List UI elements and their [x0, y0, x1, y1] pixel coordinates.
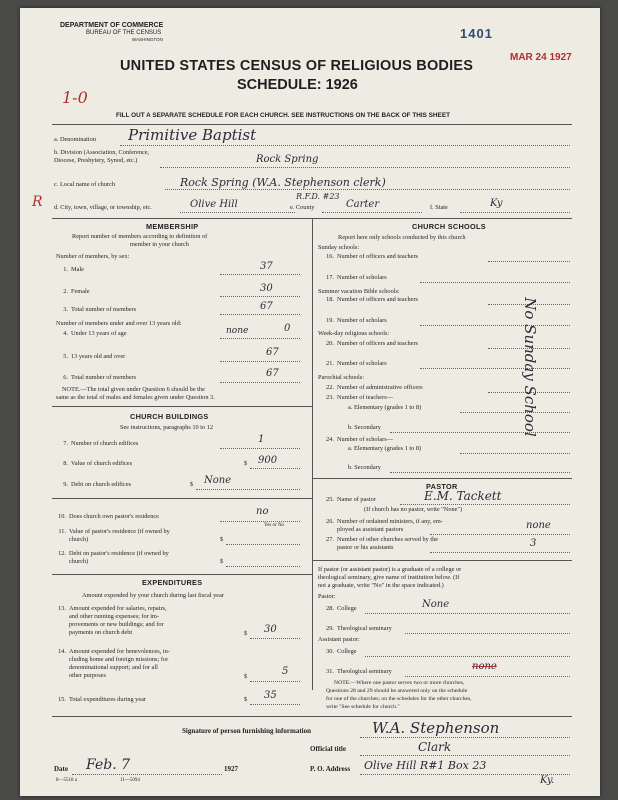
church-name-value: Rock Spring (W.A. Stephenson clerk): [180, 176, 386, 189]
schools-title: CHURCH SCHOOLS: [412, 222, 486, 231]
schools-intro: Report here only schools conducted by this church: [338, 234, 466, 241]
edifices-value: 1: [258, 434, 265, 445]
pastor-note-3: for one of the churches; on the schedules for the other churches,: [326, 696, 472, 702]
q26-label: Number of ordained ministers, if any, em-: [337, 518, 443, 525]
answer-line: [405, 676, 570, 677]
q22-label: Number of administrative officers: [337, 384, 423, 391]
membership-note-2: same as the total of males and females given under Question 3.: [56, 394, 215, 401]
membership-intro: Report number of members according to definition of: [72, 233, 208, 240]
county-value: Carter: [346, 199, 380, 210]
q20-label: Number of officers and teachers: [337, 340, 419, 347]
answer-line: [365, 613, 570, 614]
q6-label: Total number of members: [71, 374, 137, 381]
state-line: [460, 212, 570, 213]
denomination-value: Primitive Baptist: [128, 126, 257, 144]
q25-label: Name of pastor: [337, 496, 376, 503]
q30-label: College: [337, 648, 357, 655]
answer-line: [226, 544, 300, 545]
handwritten-mark: 1-0: [62, 88, 88, 107]
answer-line: [400, 504, 570, 505]
answer-line: [226, 566, 300, 567]
college-note-3: not a graduate, write "No" in the space indicated.): [318, 582, 444, 589]
q27-label: Number of other churches served by the: [337, 536, 439, 543]
male-value: 37: [260, 261, 273, 272]
q10-label: Does church own pastor's residence: [69, 513, 159, 520]
divider: [52, 574, 312, 575]
parochial-schools-heading: Parochial schools:: [318, 374, 364, 381]
answer-line: [250, 681, 300, 682]
q31-label: Theological seminary: [337, 668, 392, 675]
state-label: f. State: [430, 204, 448, 211]
q26-label-2: ployed as assistant pastors: [337, 526, 404, 533]
q14-line-4: other purposes: [69, 672, 106, 679]
bureau-name: BUREAU OF THE CENSUS: [86, 30, 162, 36]
q27: 27. Number of other churches served by the: [326, 536, 439, 543]
other-churches-value: 3: [530, 538, 537, 549]
q9-label: Debt on church edifices: [71, 481, 131, 488]
college-note-2: theological seminary, give name of institution below. (If: [318, 574, 460, 581]
division-line: [160, 167, 570, 168]
q19-label: Number of scholars: [337, 317, 387, 324]
q11-label-2: church): [69, 536, 89, 543]
q14-line-2: cluding home and foreign missions; for: [69, 656, 169, 663]
city-value: Olive Hill: [190, 199, 238, 210]
q17-label: Number of scholars: [337, 274, 387, 281]
received-date-stamp: MAR 24 1927: [510, 52, 572, 63]
q2-label: Female: [71, 288, 90, 295]
q18: 18. Number of officers and teachers: [326, 296, 419, 303]
q23-secondary: b. Secondary: [348, 424, 381, 431]
po-address-value: Olive Hill R#1 Box 23: [364, 759, 487, 772]
q25-note: (If church has no pastor, write "None"): [364, 506, 463, 513]
q26: 26. Number of ordained ministers, if any, em-: [326, 518, 443, 525]
answer-line: [220, 521, 300, 522]
city-name: WASHINGTON: [132, 37, 163, 42]
answer-line: [220, 382, 300, 383]
over-13-value: 67: [266, 347, 279, 358]
benevolences-value: 5: [282, 666, 289, 677]
q23-label: Number of teachers—: [337, 394, 393, 401]
college-note-1: If pastor (or assistant pastor) is a graduate of a college or: [318, 566, 462, 573]
answer-line: [250, 468, 300, 469]
date-value: Feb. 7: [86, 757, 131, 773]
handwritten-r-mark: R: [32, 194, 43, 210]
q24-secondary: b. Secondary: [348, 464, 381, 471]
q23-elementary: a. Elementary (grades 1 to 8): [348, 404, 422, 411]
sunday-schools-heading: Sunday schools:: [318, 244, 360, 251]
church-name-label: c. Local name of church: [54, 181, 116, 188]
q7-label: Number of church edifices: [71, 440, 139, 447]
census-schedule-form: DEPARTMENT OF COMMERCE BUREAU OF THE CENSUS WASHINGTON 1401 MAR 24 1927 UNITED STATES CENSUS OF RELIGIOUS BODIES SCHEDULE: 1926 1-0 FILL OUT A SEPARATE SCHEDULE FOR EACH CHURCH. SEE INSTRUCTIONS ON THE BACK OF THIS SHEET a. Denomination Primitive Baptist b. Division (Association, Conference, Diocese, Presbytery, Synod, etc.) Rock Spring c. Local name of church Rock Spring (W.A. Stephenson clerk) R d. City, town, village, or township, etc. Olive Hill R.F.D. #23 e. County Carter f. State Ky MEMBERSHIP Report number of members according to definition of member in your church Number of members, by sex: 1. Male 37 2. Female 30 3. Total number of members 67 Number of members under and over 13 years old: 4. Under 13 years of age none 0 5. 13 years old and over 67 6. Total number of members 67 NOTE.—The total given under Question 6 should be the same as the total of males and females given under Question 3. CHURCH BUILDINGS See instructions, paragraphs 10 to 12 7. Number of church edifices 1 8. Value of church edifices $ 900 9. Debt on church edifices $ None 10. Does church own pastor's residence no Yes or No 11. Value of pastor's residence (if owned by church) $ 12. Debt on pastor's residence (if owned by church) $ EXPENDITURES Amount expended by your church during last fiscal year 13. Amount expended for salaries, repairs, and other running expenses; for im- provements or new buildings; and for payments on church debt $ 30 14. Amount expended for benevolences, in- cluding home and foreign missions; for denominational support; and for all other purposes $ 5 15. Total expenditures during year $ 35 CHURCH SCHOOLS Report here only schools conducted by this church Sunday schools: 16. Number of officers and teachers 17. Number of scholars Summer vacation Bible schools: 18. Number of officers and teachers 19. Number of scholars Week-day religious schools: 20. Number of officers and teachers 21. Number of scholars Parochial schools: 22. Number of administrative officers 23. Number of teachers— a. Elementary (grades 1 to 8) b. Secondary 24. Number of scholars— a. Elementary (grades 1 to 8) b. Secondary No Sunday School PASTOR 25. Name of pastor E.M. Tackett (If church has no pastor, write "None") 26. Number of ordained ministers, if any, em- ployed as assistant pastors none 27. Number of other churches served by the pastor or his assistants 3 If pastor (or assistant pastor) is a graduate of a college or theological seminary, give name of institution below. (If not a graduate, write "No" in the space indicated.) Pastor: 28. College None 29. Theological seminary Assistant pastor: 30. College 31. Theological seminary none NOTE.—Where one pastor serves two or more churches, Questions 28 and 29 should be answered only on the schedule for one of the churches; on the schedules for the other churches, write "See schedule for church." Signature of person furnishing information W.A. Stephenson Official title Clark Date Feb. 7 1927 P. O. Address Olive Hill R#1 Box 23 Ky. 8—5518 a 11—5094: [20, 8, 600, 796]
running-expenses-value: 30: [264, 624, 277, 635]
q29: 29. Theological seminary: [326, 625, 392, 632]
column-divider: [312, 218, 313, 690]
q18-label: Number of officers and teachers: [337, 296, 419, 303]
membership-title: MEMBERSHIP: [146, 222, 199, 231]
membership-note: NOTE.—The total given under Question 6 should be the: [62, 386, 205, 393]
county-label: e. County: [290, 204, 315, 211]
q10: 10. Does church own pastor's residence: [58, 513, 159, 520]
po-address-label: P. O. Address: [310, 765, 351, 773]
pastor-subheading: Pastor:: [318, 593, 336, 600]
yes-no-hint: Yes or No: [264, 523, 285, 528]
divider: [52, 406, 312, 407]
q8-label: Value of church edifices: [71, 460, 133, 467]
official-title-label: Official title: [310, 745, 346, 753]
answer-line: [72, 774, 222, 775]
answer-line: [430, 534, 570, 535]
q29-label: Theological seminary: [337, 625, 392, 632]
q15-label: Total expenditures during year: [69, 696, 147, 703]
q14: 14. Amount expended for benevolences, in-: [58, 648, 170, 655]
total-members-value-2: 67: [266, 368, 279, 379]
church-name-line: [165, 189, 570, 190]
answer-line: [390, 432, 570, 433]
q25: 25. Name of pastor: [326, 496, 376, 503]
q5-13-and-over: 5. 13 years old and over: [63, 353, 126, 360]
q12-label-2: church): [69, 558, 89, 565]
q6-total: 6. Total number of members: [63, 374, 137, 381]
form-instruction: FILL OUT A SEPARATE SCHEDULE FOR EACH CHURCH. SEE INSTRUCTIONS ON THE BACK OF THIS SHEET: [116, 112, 450, 119]
answer-line: [220, 448, 300, 449]
answer-line: [250, 704, 300, 705]
q22: 22. Number of administrative officers: [326, 384, 423, 391]
college-value: None: [422, 599, 450, 610]
answer-line: [488, 261, 570, 262]
q5-label: 13 years old and over: [71, 353, 126, 360]
department-name: DEPARTMENT OF COMMERCE: [60, 22, 164, 29]
q13-line-2: and other running expenses; for im-: [69, 613, 160, 620]
rfd-value: R.F.D. #23: [296, 192, 340, 201]
edifice-debt-value: None: [204, 475, 232, 486]
divider: [52, 124, 572, 125]
weekday-schools-heading: Week-day religious schools:: [318, 330, 390, 337]
q2-female: 2. Female: [63, 288, 90, 295]
q14-line-3: denominational support; and for all: [69, 664, 158, 671]
answer-line: [360, 737, 570, 738]
answer-line: [220, 314, 300, 315]
q24-elementary: a. Elementary (grades 1 to 8): [348, 445, 422, 452]
buildings-subtitle: See instructions, paragraphs 10 to 12: [120, 424, 214, 431]
q19: 19. Number of scholars: [326, 317, 387, 324]
answer-line: [420, 325, 570, 326]
answer-line: [220, 338, 300, 339]
form-number-2: 11—5094: [120, 778, 140, 783]
seminary-value: none: [472, 661, 497, 672]
q16-label: Number of officers and teachers: [337, 253, 419, 260]
q4-label: Under 13 years of age: [71, 330, 127, 337]
pastor-note-4: write "See schedule for church.": [326, 704, 400, 710]
pastor-note-2: Questions 28 and 29 should be answered only on the schedule: [326, 688, 468, 694]
q14-line-1: Amount expended for benevolences, in-: [69, 648, 170, 655]
q17: 17. Number of scholars: [326, 274, 387, 281]
q20: 20. Number of officers and teachers: [326, 340, 419, 347]
answer-line: [220, 361, 300, 362]
by-sex-label: Number of members, by sex:: [56, 253, 130, 260]
denomination-line: [120, 145, 570, 146]
answer-line: [220, 274, 300, 275]
vacation-schools-heading: Summer vacation Bible schools:: [318, 288, 400, 295]
answer-line: [365, 656, 570, 657]
q1-male: 1. Male: [63, 266, 84, 273]
signature-value: W.A. Stephenson: [372, 719, 500, 737]
q24: 24. Number of scholars—: [326, 436, 393, 443]
answer-line: [220, 296, 300, 297]
answer-line: [420, 282, 570, 283]
city-label: d. City, town, village, or township, etc.: [54, 204, 152, 211]
total-expenditures-value: 35: [264, 690, 277, 701]
signature-label: Signature of person furnishing information: [182, 727, 311, 735]
date-year: 1927: [224, 765, 238, 773]
q13-line-1: Amount expended for salaries, repairs,: [69, 605, 167, 612]
form-subtitle: SCHEDULE: 1926: [237, 77, 358, 93]
membership-intro-2: member in your church: [130, 241, 189, 248]
document-number: 1401: [460, 26, 493, 41]
q8: 8. Value of church edifices: [63, 460, 133, 467]
answer-line: [360, 774, 570, 775]
city-line: [180, 212, 295, 213]
answer-line: [420, 368, 570, 369]
q21-label: Number of scholars: [337, 360, 387, 367]
q3-label: Total number of members: [71, 306, 137, 313]
q13-line-3: provements or new buildings; and for: [69, 621, 164, 628]
q15: 15. Total expenditures during year: [58, 696, 147, 703]
q1-label: Male: [71, 266, 84, 273]
owns-residence-value: no: [256, 506, 269, 517]
q12-label: Debt on pastor's residence (if owned by: [69, 550, 169, 557]
divider: [52, 498, 312, 499]
q4-under-13: 4. Under 13 years of age: [63, 330, 127, 337]
q24-label: Number of scholars—: [337, 436, 393, 443]
q27-label-2: pastor or his assistants: [337, 544, 394, 551]
answer-line: [196, 489, 300, 490]
official-title-value: Clark: [418, 740, 452, 754]
q13-line-4: payments on church debt: [69, 629, 133, 636]
female-value: 30: [260, 283, 273, 294]
q9: 9. Debt on church edifices: [63, 481, 131, 488]
county-line: [322, 212, 422, 213]
pastor-name-value: E.M. Tackett: [424, 489, 502, 503]
under-13-mark: 0: [284, 323, 291, 334]
answer-line: [430, 552, 570, 553]
q30: 30. College: [326, 648, 357, 655]
pastor-title: PASTOR: [426, 482, 458, 491]
answer-line: [250, 638, 300, 639]
q28-label: College: [337, 605, 357, 612]
edifice-value-amount: 900: [258, 455, 278, 466]
assistant-ministers-value: none: [526, 520, 551, 531]
answer-line: [390, 472, 570, 473]
answer-line: [460, 453, 570, 454]
no-sunday-school-note: No Sunday School: [520, 297, 539, 437]
q28: 28. College: [326, 605, 357, 612]
divider: [312, 560, 572, 561]
expenditures-subtitle: Amount expended by your church during last fiscal year: [82, 592, 224, 599]
total-members-value: 67: [260, 301, 273, 312]
q7: 7. Number of church edifices: [63, 440, 139, 447]
denomination-label: a. Denomination: [54, 136, 96, 143]
under-13-value: none: [226, 326, 249, 336]
pastor-note-1: NOTE.—Where one pastor serves two or more churches,: [334, 680, 465, 686]
divider: [312, 478, 572, 479]
buildings-title: CHURCH BUILDINGS: [130, 412, 209, 421]
q23: 23. Number of teachers—: [326, 394, 393, 401]
date-label: Date: [54, 765, 68, 773]
answer-line: [405, 633, 570, 634]
state-value: Ky: [490, 198, 503, 209]
divider: [52, 716, 572, 717]
q3-total: 3. Total number of members: [63, 306, 137, 313]
q12: 12. Debt on pastor's residence (if owned by: [58, 550, 169, 557]
form-title: UNITED STATES CENSUS OF RELIGIOUS BODIES: [120, 58, 474, 74]
expenditures-title: EXPENDITURES: [142, 578, 203, 587]
q31: 31. Theological seminary: [326, 668, 392, 675]
answer-line: [360, 755, 570, 756]
assistant-pastor-subheading: Assistant pastor:: [318, 636, 360, 643]
q11-label: Value of pastor's residence (if owned by: [69, 528, 170, 535]
po-address-state: Ky.: [540, 775, 555, 786]
answer-line: [460, 412, 570, 413]
q21: 21. Number of scholars: [326, 360, 387, 367]
division-label: b. Division (Association, Conference, Diocese, Presbytery, Synod, etc.): [54, 149, 150, 164]
q11: 11. Value of pastor's residence (if owned by: [58, 528, 170, 535]
q13: 13. Amount expended for salaries, repairs,: [58, 605, 167, 612]
division-value: Rock Spring: [256, 154, 319, 165]
q16: 16. Number of officers and teachers: [326, 253, 419, 260]
form-number: 8—5518 a: [56, 778, 77, 783]
age-heading: Number of members under and over 13 years old:: [56, 320, 182, 327]
